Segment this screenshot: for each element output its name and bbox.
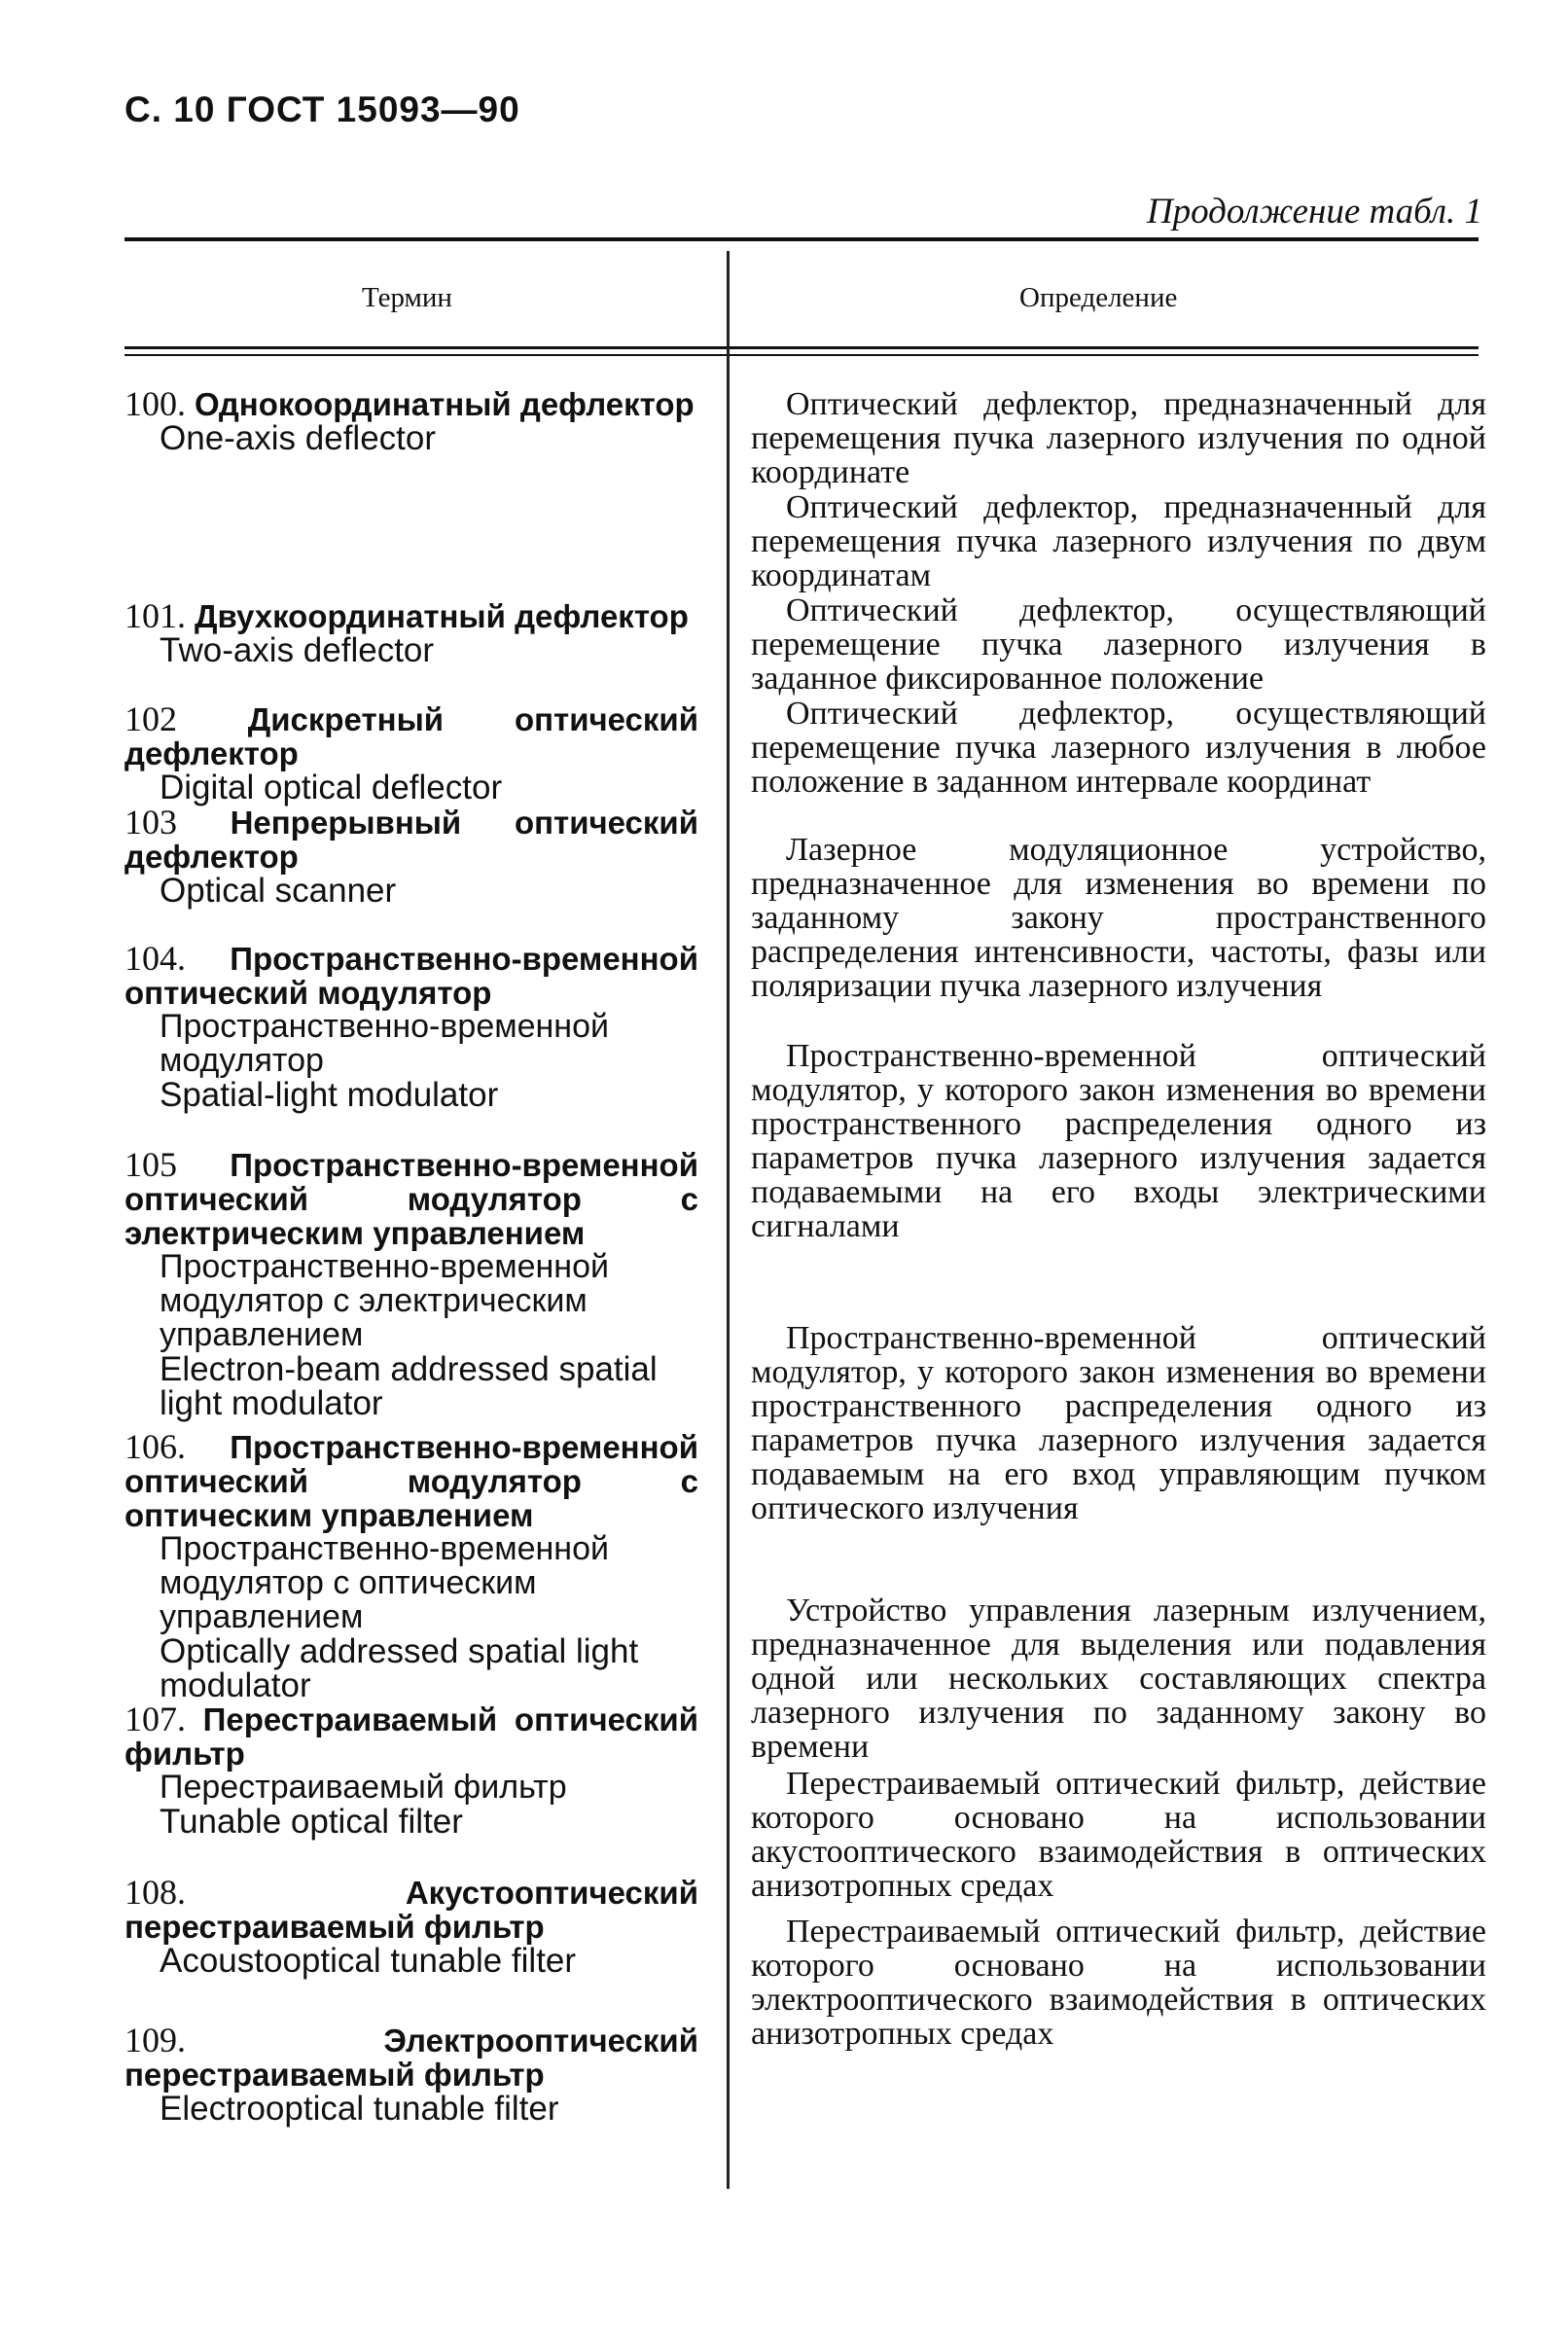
- definition: Лазерное модуляционное устройство, предназначенное для изменения во времени по заданному закону пространственного распределения интенсивности, частоты, фазы или поляризации пучка лазерного излучения: [751, 832, 1486, 1004]
- term-alt: Пространственно-временной модулятор с оптическим управлением: [160, 1530, 609, 1635]
- term-en: One-axis deflector: [160, 419, 437, 457]
- column-divider: [727, 251, 730, 2189]
- table-top-rule: [125, 237, 1479, 241]
- term-ru: Перестраиваемый оптический фильтр: [125, 1701, 698, 1772]
- definitions-column: [751, 387, 1486, 2051]
- term-en: Tunable optical filter: [160, 1803, 463, 1841]
- terms-column: [125, 384, 698, 2128]
- term-alt: Пространственно-временной модулятор с электрическим управлением: [160, 1248, 609, 1353]
- term-ru: Пространственно-временной оптический модулятор с оптическим управлением: [125, 1429, 698, 1533]
- definition: Перестраиваемый оптический фильтр, действие которого основано на использовании электрооптического взаимодействия в оптических анизотропных средах: [751, 1914, 1486, 2052]
- column-header-term: Термин: [362, 282, 452, 313]
- term-en: Spatial-light modulator: [160, 1076, 499, 1114]
- term-en: Acoustooptical tunable filter: [160, 1942, 577, 1980]
- term-en: Digital optical deflector: [160, 769, 503, 806]
- term-entry: [125, 1873, 698, 2023]
- term-entry: [125, 596, 698, 702]
- term-ru: Пространственно-временной оптический модулятор с электрическим управлением: [125, 1147, 698, 1251]
- term-entry: [125, 1145, 698, 1430]
- definition: Устройство управления лазерным излучением, предназначенное для выделения или подавления одной или нескольких составляющих спектра лазерного излучения по заданному закону во времени: [751, 1593, 1486, 1765]
- term-ru: Дискретный оптический дефлектор: [125, 701, 698, 771]
- term-ru: Акустооптический перестраиваемый фильтр: [125, 1875, 698, 1945]
- term-ru: Однокоординатный дефлектор: [195, 386, 695, 422]
- header-rule-top: [125, 346, 1479, 349]
- term-entry: [125, 2023, 698, 2126]
- term-en: Optically addressed spatial light modulator: [160, 1632, 639, 1704]
- term-entry: [125, 1427, 698, 1704]
- term-en: Optical scanner: [160, 872, 397, 910]
- definition: Перестраиваемый оптический фильтр, действие которого основано на использовании акустооптического взаимодействия в оптических анизотропных средах: [751, 1766, 1486, 1904]
- definition: Пространственно-временной оптический модулятор, у которого закон изменения во времени пространственного распределения одного из параметров пучка лазерного излучения задается подаваемым на его вход управляющим пучком оптического излучения: [751, 1320, 1486, 1526]
- column-header-definition: Определение: [1019, 282, 1178, 313]
- term-entry: [125, 803, 698, 942]
- term-alt: Пространственно-временной модулятор: [160, 1008, 609, 1079]
- term-number: 106.: [125, 1427, 186, 1466]
- term-en: Two-axis deflector: [160, 631, 435, 669]
- term-alt: Перестраиваемый фильтр: [160, 1769, 567, 1806]
- term-entry: [125, 496, 698, 599]
- term-number: 108.: [125, 1873, 186, 1912]
- definition: Оптический дефлектор, осуществляющий перемещение пучка лазерного излучения в любое положение в заданном интервале координат: [751, 696, 1486, 800]
- term-number: 103: [125, 803, 177, 841]
- term-number: 104.: [125, 939, 186, 978]
- definition: Оптический дефлектор, предназначенный для перемещения пучка лазерного излучения по двум координатам: [751, 489, 1486, 593]
- header-rule-bottom: [125, 354, 1479, 356]
- definition: Оптический дефлектор, предназначенный для перемещения пучка лазерного излучения по одной координате: [751, 386, 1486, 490]
- term-number: 101.: [125, 596, 186, 635]
- page-header: С. 10 ГОСТ 15093—90: [125, 90, 520, 129]
- term-entry: [125, 1702, 698, 1876]
- term-number: 100.: [125, 384, 186, 423]
- term-ru: Двухкоординатный дефлектор: [195, 598, 689, 634]
- term-ru: Непрерывный оптический дефлектор: [125, 805, 698, 875]
- term-en: Electrooptical tunable filter: [160, 2090, 559, 2128]
- term-entry: [125, 939, 698, 1148]
- term-ru: Электрооптический перестраиваемый фильтр: [125, 2023, 698, 2093]
- term-number: 105: [125, 1145, 177, 1184]
- term-number: 107.: [125, 1700, 186, 1738]
- term-number: 102: [125, 699, 177, 738]
- table-continuation-label: Продолжение табл. 1: [1146, 192, 1482, 232]
- definition: Оптический дефлектор, осуществляющий перемещение пучка лазерного излучения в заданное фиксированное положение: [751, 592, 1486, 697]
- term-number: 109.: [125, 2021, 186, 2059]
- definition: Пространственно-временной оптический модулятор, у которого закон изменения во времени пространственного распределения одного из параметров пучка лазерного излучения задается подаваемыми на его входы электрическими сигналами: [751, 1038, 1486, 1244]
- term-ru: Пространственно-временной оптический модулятор: [125, 941, 698, 1011]
- term-en: Electron-beam addressed spatial light modulator: [160, 1350, 658, 1422]
- term-entry: [125, 699, 698, 806]
